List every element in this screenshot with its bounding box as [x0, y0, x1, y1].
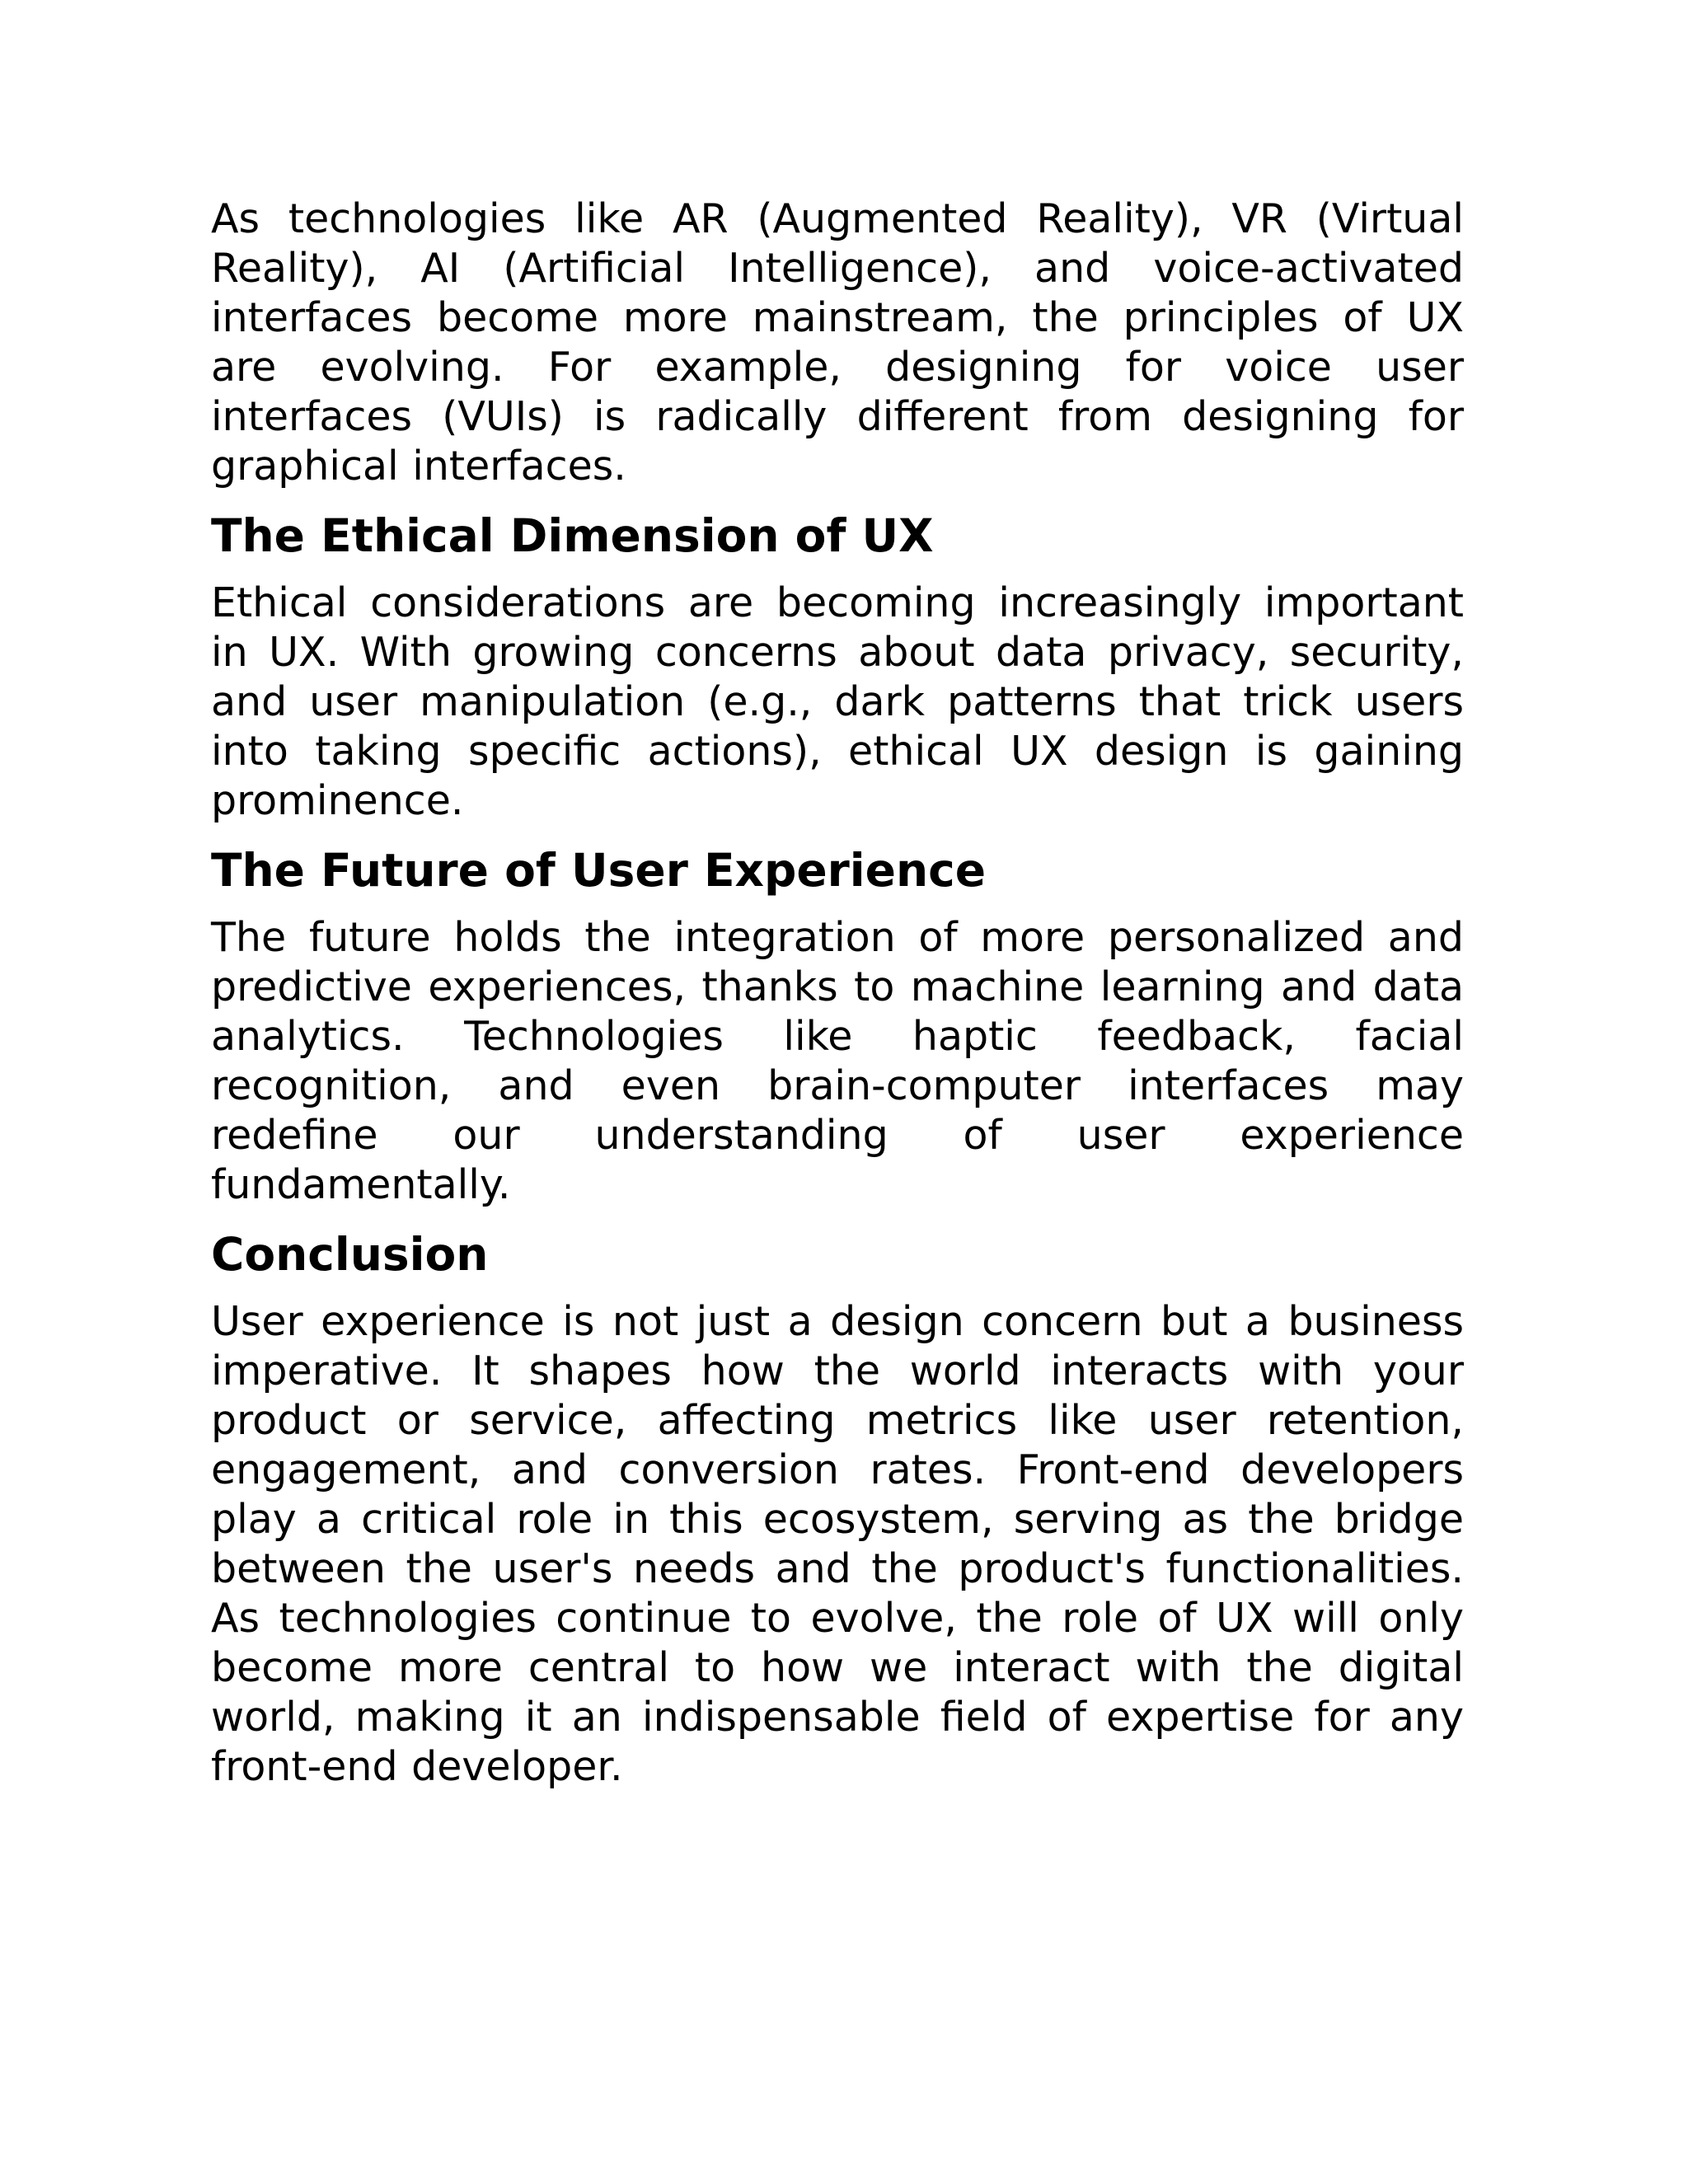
intro-paragraph: As technologies like AR (Augmented Reality), VR (Virtual Reality), AI (Artificial Intelligence), and voice-activated interfaces become more mainstream, the principles of UX are evolving. For example, designing for voice user interfaces (VUIs) is radically different from designing for graphical interfaces. [211, 195, 1464, 490]
section-heading-conclusion: Conclusion [211, 1228, 489, 1281]
section-heading-future: The Future of User Experience [211, 844, 987, 897]
section-body-future: The future holds the integration of more personalized and predictive experiences, thanks to machine learning and data analytics. Technologies like haptic feedback, facial recognition, and even brain-computer interfaces may redefine our understanding of user experience fundamentally. [211, 914, 1464, 1208]
section-body-conclusion: User experience is not just a design concern but a business imperative. It shapes how the world interacts with your product or service, affecting metrics like user retention, engagement, and conversion rates. Front-end developers play a critical role in this ecosystem, serving as the bridge between the user's needs and the product's functionalities. As technologies continue to evolve, the role of UX will only become more central to how we interact with the digital world, making it an indispensable field of expertise for any front-end developer. [211, 1298, 1464, 1790]
section-body-ethical: Ethical considerations are becoming increasingly important in UX. With growing concerns about data privacy, security, and user manipulation (e.g., dark patterns that trick users into taking specific actions), ethical UX design is gaining prominence. [211, 579, 1464, 824]
document-page [211, 194, 1464, 1792]
section-heading-ethical: The Ethical Dimension of UX [211, 509, 934, 562]
